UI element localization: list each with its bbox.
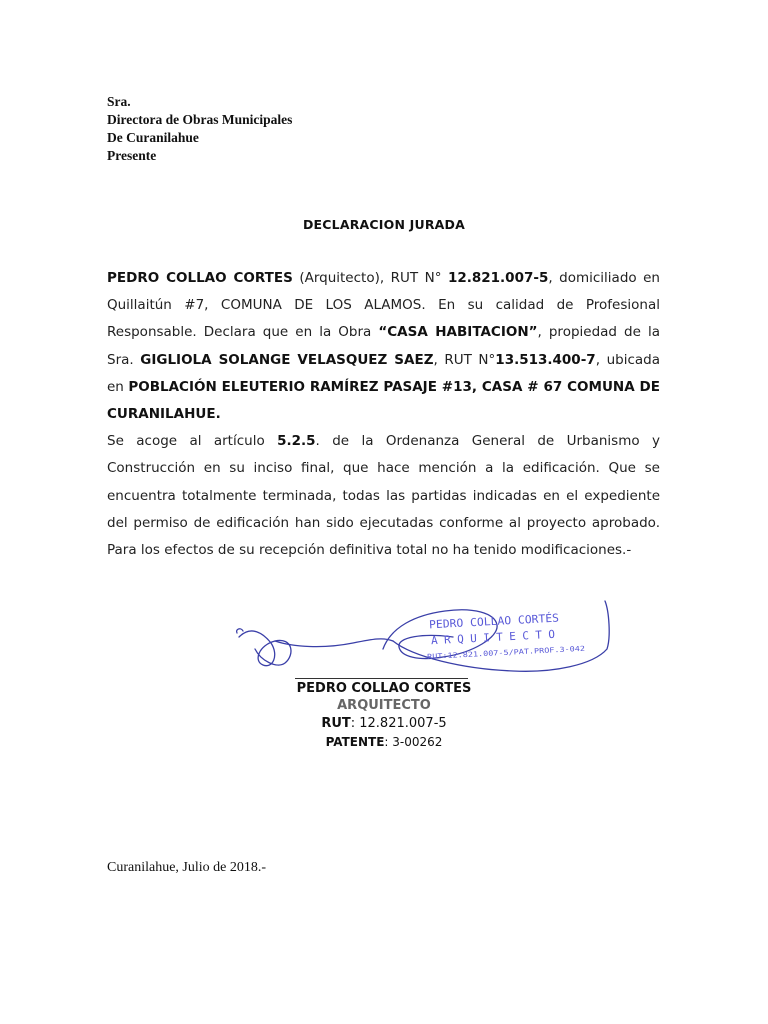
signer-patente [220,735,548,749]
addressee-salutation: Sra. [107,94,131,109]
article-number: 5.2.5 [277,433,316,450]
signer-name: PEDRO COLLAO CORTES [296,681,472,696]
obra-name: “CASA HABITACION” [378,324,538,341]
svg-text:PEDRO COLLAO CORTÉS: PEDRO COLLAO CORTÉS [428,611,556,632]
rut-label: RUT [321,716,351,731]
text-span: , ubicada en [107,351,660,395]
addressee-presente: Presente [107,148,157,163]
text-span: Se acoge al artículo [107,433,278,450]
declaration-paragraph-1 [107,265,660,428]
svg-text:ARQUITECTO: ARQUITECTO [430,627,560,648]
text-span: , propiedad de la Sra. [107,324,661,368]
patente-value: : 3-00262 [384,735,443,749]
property-location: POBLACIÓN ELEUTERIO RAMÍREZ PASAJE #13, CASA # 67 COMUNA DE CURANILAHUE [107,378,660,423]
svg-text:RUT:12.821.007-5/PAT.PROF.3-04: RUT:12.821.007-5/PAT.PROF.3-042 [426,646,558,661]
signer-role: ARQUITECTO [337,698,431,713]
signer-rut [220,716,548,731]
text-span: , domiciliado en Quillaitún #7, COMUNA DE LOS ALAMOS. En su calidad de Profesional Responsable. Declara que en la Obra [107,270,660,341]
addressee-title: Directora de Obras Municipales [107,112,293,127]
text-span: . [215,406,221,423]
patente-label: PATENTE [325,735,385,749]
document-title: DECLARACION JURADA [302,217,466,232]
owner-name: GIGLIOLA SOLANGE VELASQUEZ SAEZ [140,351,434,368]
declaration-paragraph-2 [107,428,660,564]
text-span: , RUT N° [433,351,496,368]
addressee-block [107,93,292,165]
addressee-municipality: De Curanilahue [107,130,199,145]
owner-rut: 13.513.400-7 [495,351,596,368]
text-span: . de la Ordenanza General de Urbanismo y Construcción en su inciso final, que hace mención a la edificación. Que se encuentra totalmente terminada, todas las partidas indicadas en el expediente del permiso de edificación han sido ejecutadas conforme al proyecto aprobado. Para los efectos de su recepción definitiva total no ha tenido modificaciones.- [107,433,660,559]
signature-stamp-image [233,597,613,677]
declaration-body [107,265,660,564]
rut-value: : 12.821.007-5 [350,716,447,731]
declarant-name: PEDRO COLLAO CORTES [107,270,293,286]
place-and-date: Curanilahue, Julio de 2018.- [107,860,267,875]
text-span: (Arquitecto), RUT N° [292,270,448,286]
architect-stamp [427,612,585,661]
declarant-rut: 12.821.007-5 [447,270,549,286]
signature-line [295,678,468,679]
